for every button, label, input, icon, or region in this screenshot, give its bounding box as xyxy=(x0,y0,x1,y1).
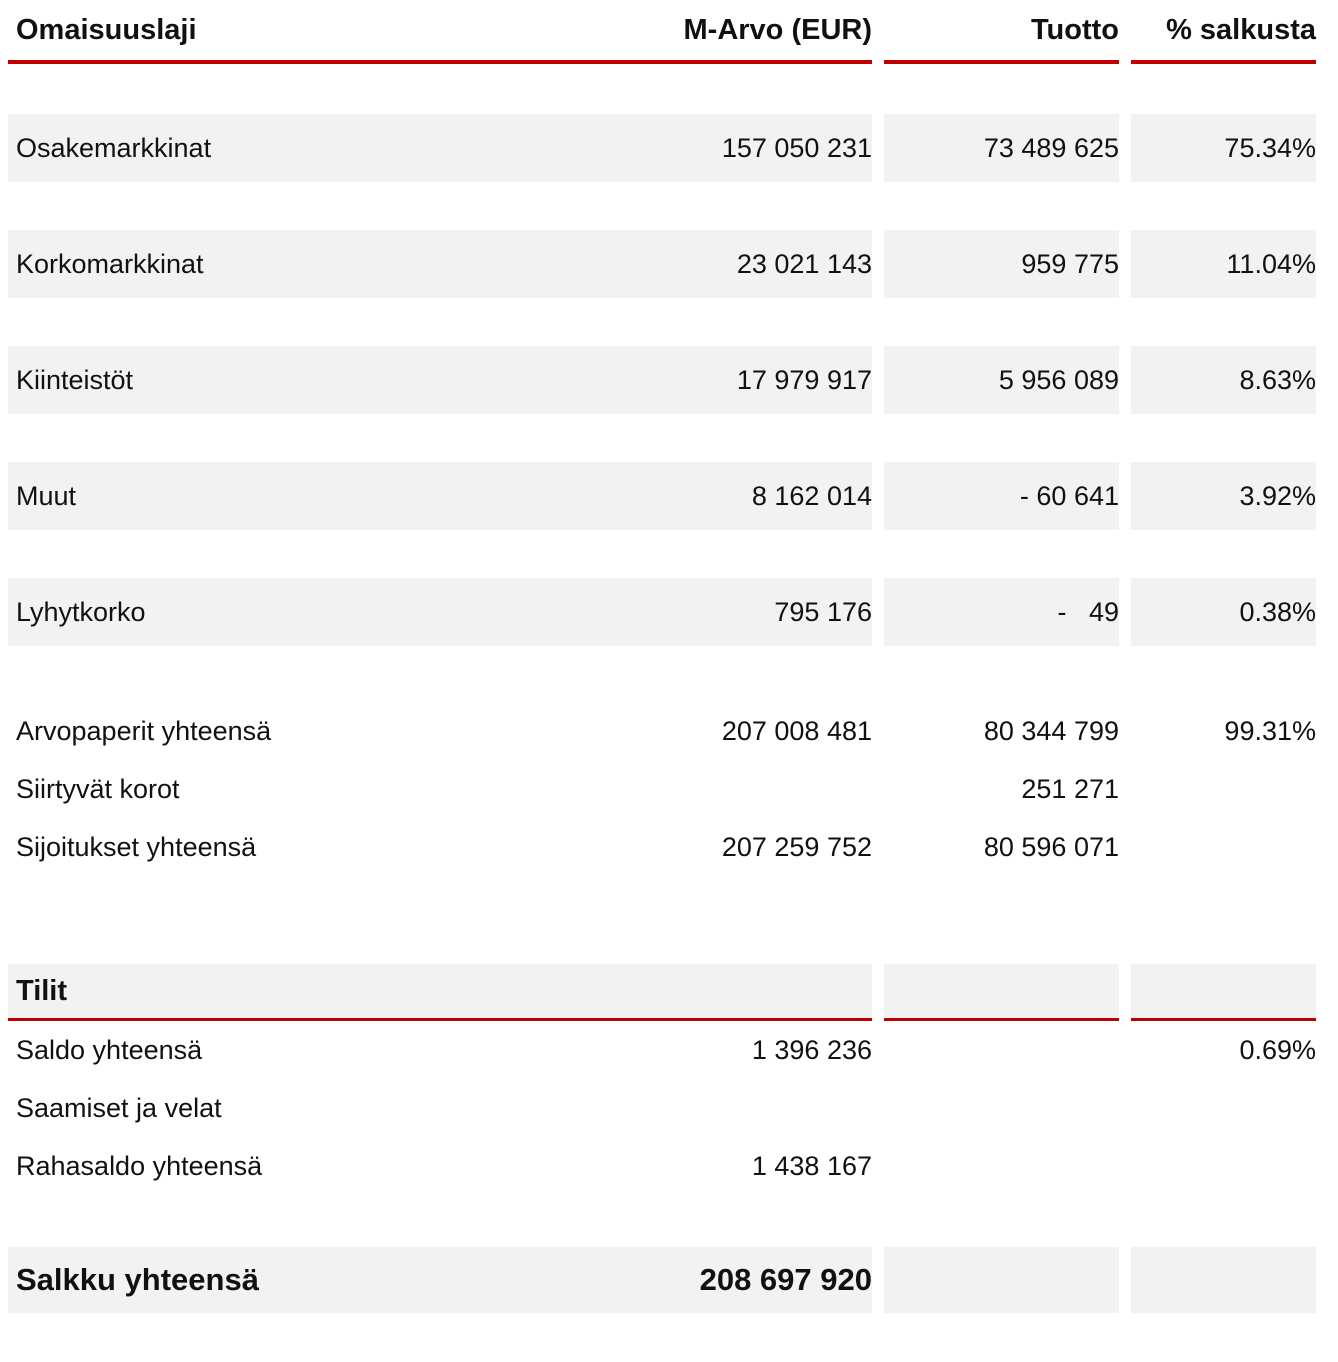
column-gap xyxy=(1119,1021,1131,1079)
row-label: Kiinteistöt xyxy=(8,346,542,414)
column-gap xyxy=(1119,1247,1131,1313)
row-label: Saldo yhteensä xyxy=(16,1034,203,1065)
row-market-value: 795 176 xyxy=(542,578,872,646)
row-return: - 60 641 xyxy=(884,462,1119,530)
table-row-arvopaperit-yhteensa xyxy=(8,702,1316,760)
column-gap xyxy=(1119,230,1131,298)
column-header-pct-salkusta: % salkusta xyxy=(1131,0,1316,64)
row-pct xyxy=(1131,760,1316,818)
row-pct: 8.63% xyxy=(1131,346,1316,414)
row-return: 5 956 089 xyxy=(884,346,1119,414)
column-header-omaisuuslaji: Omaisuuslaji xyxy=(8,0,542,64)
column-gap xyxy=(872,702,884,760)
row-label: Muut xyxy=(8,462,542,530)
column-gap xyxy=(1119,818,1131,876)
row-market-value: 8 162 014 xyxy=(542,462,872,530)
row-label: Korkomarkkinat xyxy=(8,230,542,298)
row-label: Saamiset ja velat xyxy=(16,1092,222,1123)
row-market-value: 207 259 752 xyxy=(721,831,872,862)
row-market-value: 23 021 143 xyxy=(542,230,872,298)
row-pct: 99.31% xyxy=(1224,715,1316,746)
column-gap xyxy=(872,0,884,64)
section-header-cell xyxy=(1131,964,1316,1021)
row-return: 80 344 799 xyxy=(983,715,1119,746)
row-return xyxy=(884,1137,1119,1195)
column-header-tuotto: Tuotto xyxy=(884,0,1119,64)
table-row-salkku-yhteensa xyxy=(8,1247,1316,1313)
total-label: Salkku yhteensä xyxy=(8,1247,542,1313)
row-label: Sijoitukset yhteensä xyxy=(16,831,257,862)
row-label: Siirtyvät korot xyxy=(16,773,180,804)
column-gap xyxy=(1119,1137,1131,1195)
row-pct xyxy=(1131,818,1316,876)
row-market-value: 17 979 917 xyxy=(542,346,872,414)
table-row-lyhytkorko xyxy=(8,578,1316,646)
column-gap xyxy=(1119,1079,1131,1137)
column-gap xyxy=(1119,760,1131,818)
row-label: Osakemarkkinat xyxy=(8,114,542,182)
column-gap xyxy=(1119,462,1131,530)
table-row-osakemarkkinat xyxy=(8,114,1316,182)
row-return xyxy=(884,1079,1119,1137)
row-label: Arvopaperit yhteensä xyxy=(16,715,272,746)
row-market-value: 207 008 481 xyxy=(721,715,872,746)
table-row-kiinteistot xyxy=(8,346,1316,414)
column-gap xyxy=(1119,114,1131,182)
column-gap xyxy=(872,578,884,646)
row-market-value xyxy=(542,760,872,818)
row-return: 959 775 xyxy=(884,230,1119,298)
table-row-siirtyvat-korot xyxy=(8,760,1316,818)
section-header-cell xyxy=(884,964,1119,1021)
row-market-value: 1 438 167 xyxy=(751,1150,872,1181)
row-pct: 0.38% xyxy=(1131,578,1316,646)
row-pct: 3.92% xyxy=(1131,462,1316,530)
total-market-value: 208 697 920 xyxy=(542,1247,872,1313)
table-row-saldo-yhteensa xyxy=(8,1021,1316,1079)
section-title: Tilit xyxy=(8,964,542,1021)
row-market-value xyxy=(542,1079,872,1137)
column-gap xyxy=(1119,702,1131,760)
total-empty-cell xyxy=(1131,1247,1316,1313)
row-label: Lyhytkorko xyxy=(8,578,542,646)
table-row-rahasaldo-yhteensa xyxy=(8,1137,1316,1195)
section-header-cell xyxy=(542,964,872,1021)
column-header-m-arvo: M-Arvo (EUR) xyxy=(542,0,872,64)
row-label: Rahasaldo yhteensä xyxy=(16,1150,263,1181)
total-empty-cell xyxy=(884,1247,1119,1313)
column-gap xyxy=(1119,346,1131,414)
row-return xyxy=(884,1021,1119,1079)
row-return: 251 271 xyxy=(1021,773,1119,804)
column-gap xyxy=(872,760,884,818)
row-return: 73 489 625 xyxy=(884,114,1119,182)
column-gap xyxy=(872,230,884,298)
column-gap xyxy=(872,1247,884,1313)
column-gap xyxy=(872,818,884,876)
row-return: 80 596 071 xyxy=(983,831,1119,862)
column-gap xyxy=(1119,0,1131,64)
column-gap xyxy=(872,462,884,530)
row-market-value: 1 396 236 xyxy=(751,1034,872,1065)
section-header-tilit xyxy=(8,964,1316,1021)
table-row-sijoitukset-yhteensa xyxy=(8,818,1316,876)
table-row-muut xyxy=(8,462,1316,530)
table-row-saamiset-ja-velat xyxy=(8,1079,1316,1137)
column-gap xyxy=(872,964,884,1021)
table-row-korkomarkkinat xyxy=(8,230,1316,298)
row-pct: 0.69% xyxy=(1239,1034,1316,1065)
row-pct: 11.04% xyxy=(1131,230,1316,298)
column-gap xyxy=(872,1021,884,1079)
table-header-row xyxy=(8,0,1316,64)
column-gap xyxy=(872,1079,884,1137)
row-pct xyxy=(1131,1137,1316,1195)
column-gap xyxy=(1119,964,1131,1021)
column-gap xyxy=(872,114,884,182)
row-pct xyxy=(1131,1079,1316,1137)
column-gap xyxy=(872,1137,884,1195)
row-market-value: 157 050 231 xyxy=(542,114,872,182)
row-pct: 75.34% xyxy=(1131,114,1316,182)
row-return: - 49 xyxy=(884,578,1119,646)
column-gap xyxy=(1119,578,1131,646)
column-gap xyxy=(872,346,884,414)
